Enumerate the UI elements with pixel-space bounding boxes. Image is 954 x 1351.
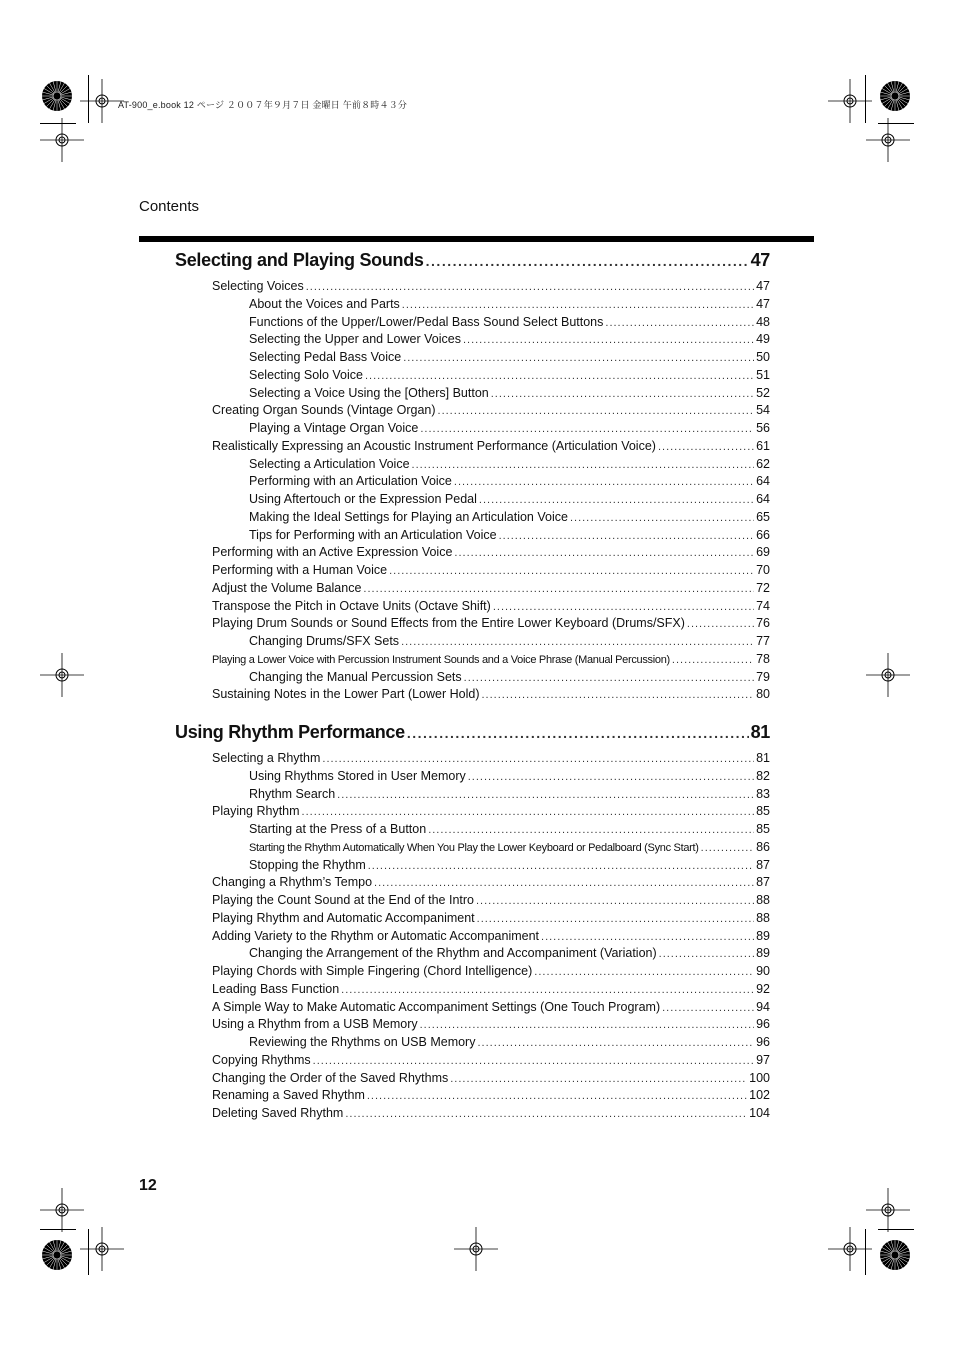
toc-entry-page: 61 xyxy=(756,438,770,453)
dot-leader xyxy=(345,1106,747,1123)
toc-entry[interactable] xyxy=(175,928,770,946)
toc-entry-page: 89 xyxy=(756,946,770,961)
page-number: 12 xyxy=(139,1177,157,1194)
toc-entry-page: 80 xyxy=(756,687,770,702)
toc-entry-title: Adjust the Volume Balance xyxy=(212,580,362,595)
toc-entry-title: Using Rhythms Stored in User Memory xyxy=(249,768,466,783)
dot-leader xyxy=(454,545,754,562)
toc-entry-title: Selecting Voices xyxy=(212,279,304,293)
toc-entry[interactable] xyxy=(175,750,770,768)
crop-line xyxy=(40,123,76,124)
crosshair-mark-icon xyxy=(866,1188,910,1232)
toc-entry-title: Renaming a Saved Rhythm xyxy=(212,1088,365,1103)
dot-leader xyxy=(499,528,755,545)
toc-entry-page: 47 xyxy=(756,279,770,293)
starburst-mark-icon xyxy=(40,1238,74,1272)
toc-entry-page: 49 xyxy=(756,332,770,347)
toc-entry-page: 96 xyxy=(756,1035,770,1049)
crop-line xyxy=(865,1229,866,1275)
toc-entry-title: Performing with an Articulation Voice xyxy=(249,474,452,489)
dot-leader xyxy=(403,350,754,367)
toc-entry-page: 74 xyxy=(756,598,770,613)
toc-entry[interactable] xyxy=(175,1052,770,1070)
toc-entry[interactable] xyxy=(175,580,770,598)
starburst-mark-icon xyxy=(878,79,912,113)
dot-leader xyxy=(477,1035,754,1052)
header-rule xyxy=(139,236,814,242)
dot-leader xyxy=(438,403,755,420)
dot-leader xyxy=(420,421,754,438)
toc-entry-page: 69 xyxy=(756,545,770,560)
toc-entry-title: Functions of the Upper/Lower/Pedal Bass Sound Select Buttons xyxy=(249,314,604,329)
crosshair-mark-icon xyxy=(80,1227,124,1271)
toc-entry-page: 82 xyxy=(756,768,770,783)
dot-leader xyxy=(662,1000,754,1017)
toc-heading-page: 81 xyxy=(750,722,770,742)
toc-entry[interactable] xyxy=(175,402,770,420)
dot-leader xyxy=(313,1053,754,1070)
dot-leader xyxy=(493,599,754,616)
print-header-note: AT-900_e.book 12 ページ ２００７年９月７日 金曜日 午前８時４３分 xyxy=(118,100,408,110)
dot-leader xyxy=(477,911,754,928)
toc-entry[interactable] xyxy=(175,910,770,928)
toc-entry-title: About the Voices and Parts xyxy=(249,296,400,311)
toc-entry[interactable] xyxy=(175,473,770,491)
toc-entry-page: 87 xyxy=(756,875,770,890)
dot-leader xyxy=(337,787,754,804)
toc-entry[interactable] xyxy=(175,598,770,616)
toc-entry-title: Selecting a Articulation Voice xyxy=(249,456,410,471)
dot-leader xyxy=(476,893,754,910)
toc-entry-page: 89 xyxy=(756,928,770,943)
toc-entry-page: 47 xyxy=(756,296,770,311)
toc-entry[interactable] xyxy=(175,669,770,687)
toc-entry-title: Playing Rhythm xyxy=(212,804,300,819)
toc-entry-page: 85 xyxy=(756,804,770,819)
crosshair-mark-icon xyxy=(454,1227,498,1271)
dot-leader xyxy=(412,457,755,474)
toc-entry[interactable] xyxy=(175,768,770,786)
dot-leader xyxy=(658,439,754,456)
toc-entry-title: Deleting Saved Rhythm xyxy=(212,1106,344,1120)
toc-entry-page: 54 xyxy=(756,403,770,418)
toc-entry-title: Performing with a Human Voice xyxy=(212,563,388,577)
dot-leader xyxy=(426,253,749,269)
toc-entry[interactable] xyxy=(175,367,770,385)
toc-entry-page: 102 xyxy=(749,1088,770,1103)
toc-entry[interactable] xyxy=(175,633,770,651)
toc-entry-title: Playing Chords with Simple Fingering (Chord Intelligence) xyxy=(212,964,533,978)
toc-entry-title: Starting the Rhythm Automatically When You Play the Lower Keyboard or Pedalboard (Sync Start) xyxy=(249,841,699,854)
toc-entry[interactable] xyxy=(175,857,770,875)
starburst-mark-icon xyxy=(40,79,74,113)
toc-entry-page: 78 xyxy=(756,651,770,666)
toc-entry-page: 79 xyxy=(756,669,770,684)
toc-entry-title: Selecting Solo Voice xyxy=(249,367,363,382)
crop-line xyxy=(40,1229,76,1230)
toc-entry[interactable] xyxy=(175,1087,770,1105)
dot-leader xyxy=(401,634,754,651)
dot-leader xyxy=(570,510,754,527)
toc-heading-title: Using Rhythm Performance xyxy=(175,722,405,742)
toc-section-rhythm xyxy=(175,722,770,1123)
toc-entry-page: 64 xyxy=(756,492,770,506)
crop-line xyxy=(88,1229,89,1275)
toc-entry-title: Making the Ideal Settings for Playing an Articulation Voice xyxy=(249,509,568,524)
toc-entry-page: 48 xyxy=(756,314,770,329)
dot-leader xyxy=(454,474,754,491)
toc-entry-title: Stopping the Rhythm xyxy=(249,857,366,872)
dot-leader xyxy=(463,332,754,349)
dot-leader xyxy=(389,563,754,580)
crosshair-mark-icon xyxy=(40,1188,84,1232)
toc-entry[interactable] xyxy=(175,1034,770,1052)
toc-entry-page: 92 xyxy=(756,981,770,996)
dot-leader xyxy=(605,315,754,332)
crop-line xyxy=(88,75,89,123)
dot-leader xyxy=(534,964,754,981)
toc-entry-page: 94 xyxy=(756,999,770,1014)
toc-entry[interactable] xyxy=(175,509,770,527)
dot-leader xyxy=(420,1017,754,1034)
toc-entry-title: Leading Bass Function xyxy=(212,981,340,996)
toc-entry-title: Selecting Pedal Bass Voice xyxy=(249,350,402,364)
toc-entry-title: Adding Variety to the Rhythm or Automatic Accompaniment xyxy=(212,928,540,943)
toc-entry-title: Using a Rhythm from a USB Memory xyxy=(212,1017,418,1032)
dot-leader xyxy=(374,875,754,892)
toc-entry[interactable] xyxy=(175,349,770,367)
toc-entry-title: Rhythm Search xyxy=(249,786,336,801)
toc-entry-page: 56 xyxy=(756,421,770,435)
toc-entry[interactable] xyxy=(175,803,770,821)
dot-leader xyxy=(341,982,754,999)
toc-entry[interactable] xyxy=(175,686,770,704)
toc-entry[interactable] xyxy=(175,651,770,669)
toc-entry-title: Transpose the Pitch in Octave Units (Octave Shift) xyxy=(212,598,491,613)
dot-leader xyxy=(479,492,754,509)
toc-entry-page: 83 xyxy=(756,786,770,801)
toc-entry-page: 97 xyxy=(756,1052,770,1067)
toc-entry-page: 81 xyxy=(756,751,770,765)
toc-entry-title: Playing a Lower Voice with Percussion Instrument Sounds and a Voice Phrase (Manual Percussion) xyxy=(212,653,670,666)
toc-entry-title: Playing Drum Sounds or Sound Effects from the Entire Lower Keyboard (Drums/SFX) xyxy=(212,616,685,631)
crop-line xyxy=(878,1229,914,1230)
toc-entry[interactable] xyxy=(175,456,770,474)
toc-entry-title: Reviewing the Rhythms on USB Memory xyxy=(249,1035,476,1049)
crosshair-mark-icon xyxy=(866,653,910,697)
toc-entry[interactable] xyxy=(175,385,770,403)
toc-entry[interactable] xyxy=(175,438,770,456)
toc-entry-title: Creating Organ Sounds (Vintage Organ) xyxy=(212,403,436,418)
toc-entry-page: 90 xyxy=(756,964,770,978)
toc-entry-page: 96 xyxy=(756,1017,770,1032)
toc-entry-page: 85 xyxy=(756,822,770,836)
toc-entry[interactable] xyxy=(175,527,770,545)
toc-entry-page: 88 xyxy=(756,893,770,907)
dot-leader xyxy=(363,581,754,598)
toc-entry[interactable] xyxy=(175,562,770,580)
toc-entry[interactable] xyxy=(175,331,770,349)
toc-entry-page: 77 xyxy=(756,634,770,648)
dot-leader xyxy=(464,670,754,687)
toc-heading[interactable] xyxy=(175,722,770,750)
toc-entry[interactable] xyxy=(175,963,770,981)
toc-entry-title: Playing Rhythm and Automatic Accompaniment xyxy=(212,910,475,925)
toc-entry-title: Playing the Count Sound at the End of the Intro xyxy=(212,893,474,907)
toc-entry[interactable] xyxy=(175,491,770,509)
toc-entry-title: Copying Rhythms xyxy=(212,1052,311,1067)
dot-leader xyxy=(482,687,755,704)
toc-entry[interactable] xyxy=(175,821,770,839)
dot-leader xyxy=(491,386,754,403)
toc-entry-title: Changing the Arrangement of the Rhythm and Accompaniment (Variation) xyxy=(249,946,657,961)
toc-entry-title: Changing Drums/SFX Sets xyxy=(249,634,400,648)
toc-entry[interactable] xyxy=(175,981,770,999)
dot-leader xyxy=(428,822,754,839)
toc-entry-page: 51 xyxy=(756,367,770,382)
toc-entry-page: 72 xyxy=(756,580,770,595)
toc-entry-page: 104 xyxy=(749,1106,770,1120)
crosshair-mark-icon xyxy=(866,118,910,162)
toc-entry-page: 62 xyxy=(756,456,770,471)
toc-heading[interactable] xyxy=(175,250,770,278)
dot-leader xyxy=(450,1071,747,1088)
toc-entry-page: 66 xyxy=(756,527,770,542)
toc-entry-page: 76 xyxy=(756,616,770,631)
toc-entry-page: 50 xyxy=(756,350,770,364)
dot-leader xyxy=(541,929,754,946)
toc-entry[interactable] xyxy=(175,314,770,332)
toc-heading-page: 47 xyxy=(750,250,770,270)
toc-entry[interactable] xyxy=(175,1105,770,1123)
toc-entry[interactable] xyxy=(175,1070,770,1088)
toc-entry[interactable] xyxy=(175,892,770,910)
toc-entry-title: Using Aftertouch or the Expression Pedal xyxy=(249,492,477,506)
dot-leader xyxy=(468,769,754,786)
dot-leader xyxy=(407,725,749,741)
dot-leader xyxy=(687,616,754,633)
toc-entry-title: Changing a Rhythm’s Tempo xyxy=(212,875,373,890)
toc-entry-page: 87 xyxy=(756,857,770,872)
dot-leader xyxy=(365,368,754,385)
toc-entry-page: 100 xyxy=(749,1070,770,1085)
toc-entry[interactable] xyxy=(175,999,770,1017)
toc-entry-title: A Simple Way to Make Automatic Accompaniment Settings (One Touch Program) xyxy=(212,999,661,1014)
toc-entry-title: Performing with an Active Expression Voice xyxy=(212,545,453,560)
dot-leader xyxy=(368,858,754,875)
toc-entry-title: Selecting the Upper and Lower Voices xyxy=(249,332,461,347)
toc-entry[interactable] xyxy=(175,544,770,562)
dot-leader xyxy=(701,840,754,857)
toc-entry-title: Starting at the Press of a Button xyxy=(249,822,427,836)
toc-entry-page: 65 xyxy=(756,509,770,524)
crop-line xyxy=(865,75,866,123)
toc-section-sounds xyxy=(175,250,770,704)
dot-leader xyxy=(672,652,754,669)
crosshair-mark-icon xyxy=(40,653,84,697)
toc-entry[interactable] xyxy=(175,420,770,438)
starburst-mark-icon xyxy=(878,1238,912,1272)
toc-entry[interactable] xyxy=(175,615,770,633)
toc-entry[interactable] xyxy=(175,278,770,296)
toc-entry[interactable] xyxy=(175,296,770,314)
crop-line xyxy=(878,123,914,124)
dot-leader xyxy=(306,279,754,296)
toc-entry-title: Changing the Order of the Saved Rhythms xyxy=(212,1070,449,1085)
toc-entry-title: Sustaining Notes in the Lower Part (Lower Hold) xyxy=(212,687,480,702)
toc-entry[interactable] xyxy=(175,786,770,804)
toc-entry[interactable] xyxy=(175,1016,770,1034)
dot-leader xyxy=(302,804,755,821)
section-label: Contents xyxy=(139,198,200,215)
toc-entry-page: 86 xyxy=(756,839,770,854)
toc-entry[interactable] xyxy=(175,839,770,857)
dot-leader xyxy=(659,946,754,963)
toc-entry-title: Changing the Manual Percussion Sets xyxy=(249,669,462,684)
dot-leader xyxy=(322,751,754,768)
toc-entry-page: 52 xyxy=(756,385,770,400)
toc-entry-title: Tips for Performing with an Articulation Voice xyxy=(249,527,497,542)
dot-leader xyxy=(367,1088,747,1105)
crosshair-mark-icon xyxy=(40,118,84,162)
toc-entry-page: 70 xyxy=(756,563,770,577)
toc-entry-page: 88 xyxy=(756,910,770,925)
toc-entry-title: Selecting a Rhythm xyxy=(212,751,321,765)
dot-leader xyxy=(402,297,754,314)
toc-entry-title: Selecting a Voice Using the [Others] Button xyxy=(249,385,489,400)
toc-entry[interactable] xyxy=(175,874,770,892)
toc-entry-title: Realistically Expressing an Acoustic Instrument Performance (Articulation Voice) xyxy=(212,438,656,453)
toc-entry-page: 64 xyxy=(756,474,770,489)
toc-heading-title: Selecting and Playing Sounds xyxy=(175,250,424,270)
toc-entry-title: Playing a Vintage Organ Voice xyxy=(249,421,419,435)
toc-entry[interactable] xyxy=(175,945,770,963)
